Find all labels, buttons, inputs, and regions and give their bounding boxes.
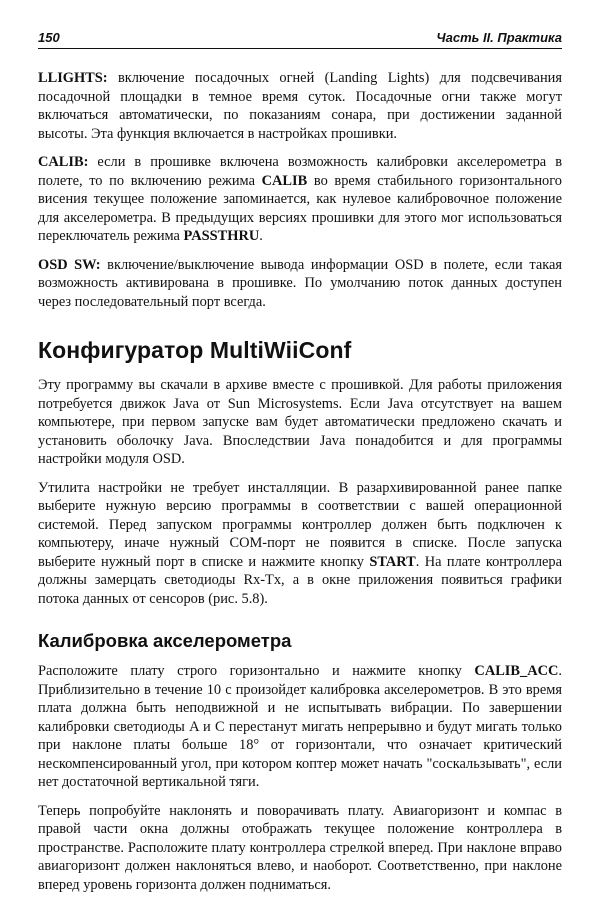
paragraph-calib xyxy=(38,153,562,246)
llights-text: включение посадочных огней (Landing Lights) для подсвечивания посадочной площадки в темное время суток. Посадочные огни также могут включаться автоматически, по показаниям сонара, при достижении заданной высоты. Эта функция включается в настройках прошивки. xyxy=(38,70,562,142)
configurator-2-text-b: . На плате контроллера должны замерцать светодиоды Rx-Tx, а в окне приложения появиться графики потока данных от сенсоров (рис. 5.8). xyxy=(38,553,563,607)
heading-calibration: Калибровка акселерометра xyxy=(38,630,292,651)
page-number: 150 xyxy=(38,30,60,45)
calib-text-1: если в прошивке включена возможность калибровки акселерометра в полете, то по включению режима xyxy=(38,154,562,189)
heading-configurator: Конфигуратор MultiWiiConf xyxy=(38,337,352,363)
button-name-calib-acc: CALIB_ACC xyxy=(474,663,559,679)
paragraph-llights xyxy=(38,69,562,143)
mode-passthru: PASSTHRU xyxy=(183,228,260,244)
term-osd: OSD SW: xyxy=(38,256,101,273)
calib-text-2: во время стабильного горизонтального висения текущее положение запоминается, как нулевое калибровочное положение для акселерометра. В предыдущих версиях прошивки для этого мог использоваться переключатель режима xyxy=(38,172,562,244)
paragraph-calibration-1 xyxy=(38,662,562,792)
paragraph-configurator-1: Эту программу вы скачали в архиве вместе с прошивкой. Для работы приложения потребуется движок Java от Sun Microsystems. Если Java отсутствует на вашем компьютере, при первом запуске вам будет автоматически предложено скачать и установить оболочку Java. Впоследствии Java понадобится и для программы настройки модуля OSD. xyxy=(38,377,562,467)
term-llights: LLIGHTS: xyxy=(38,70,108,86)
calib-text-3: . xyxy=(259,228,263,244)
paragraph-configurator-2 xyxy=(38,479,562,609)
osd-text: включение/выключение вывода информации OSD в полете, если такая возможность активирована в прошивке. По умолчанию поток данных доступен через последовательный порт всегда. xyxy=(38,256,562,310)
running-header xyxy=(38,30,562,49)
term-calib: CALIB: xyxy=(38,154,89,170)
mode-calib: CALIB xyxy=(261,172,308,189)
book-page xyxy=(38,30,562,904)
configurator-2-text-a: Утилита настройки не требует инсталляции. В разархивированной ранее папке выберите нужную версию программы в соответствии с вашей операционной системой. Перед запуском программы контроллер должен быть подключен к компьютеру, иначе нужный COM-порт не появится в списке. После запуска выберите нужный порт в списке и нажмите кнопку xyxy=(38,479,562,570)
paragraph-calibration-2: Теперь попробуйте наклонять и поворачивать плату. Авиагоризонт и компас в правой части окна должны отображать текущее положение контроллера в пространстве. Расположите плату контроллера стрелкой вперед. При наклоне вправо авиагоризонт должен наклоняться влево, и наоборот. Соответственно, при наклоне вперед уровень горизонта должен подниматься. xyxy=(38,802,562,893)
paragraph-osd xyxy=(38,256,562,312)
calibration-1-text-a: Расположите плату строго горизонтально и нажмите кнопку xyxy=(38,663,475,679)
calibration-1-text-b: . Приблизительно в течение 10 с произойдет калибровка акселерометров. В это время плата должна быть неподвижной и не испытывать вибрации. По завершении калибровки светодиоды A и C перестанут мигать непрерывно и будут мигать только при наклоне платы больше 18° от горизонтали, что означает критический нескомпенсированный угол, при котором коптер может начать "соскальзывать", если нет достаточной вертикальной тяги. xyxy=(38,663,562,790)
running-title: Часть II. Практика xyxy=(436,30,562,45)
button-name-start: START xyxy=(369,553,416,570)
